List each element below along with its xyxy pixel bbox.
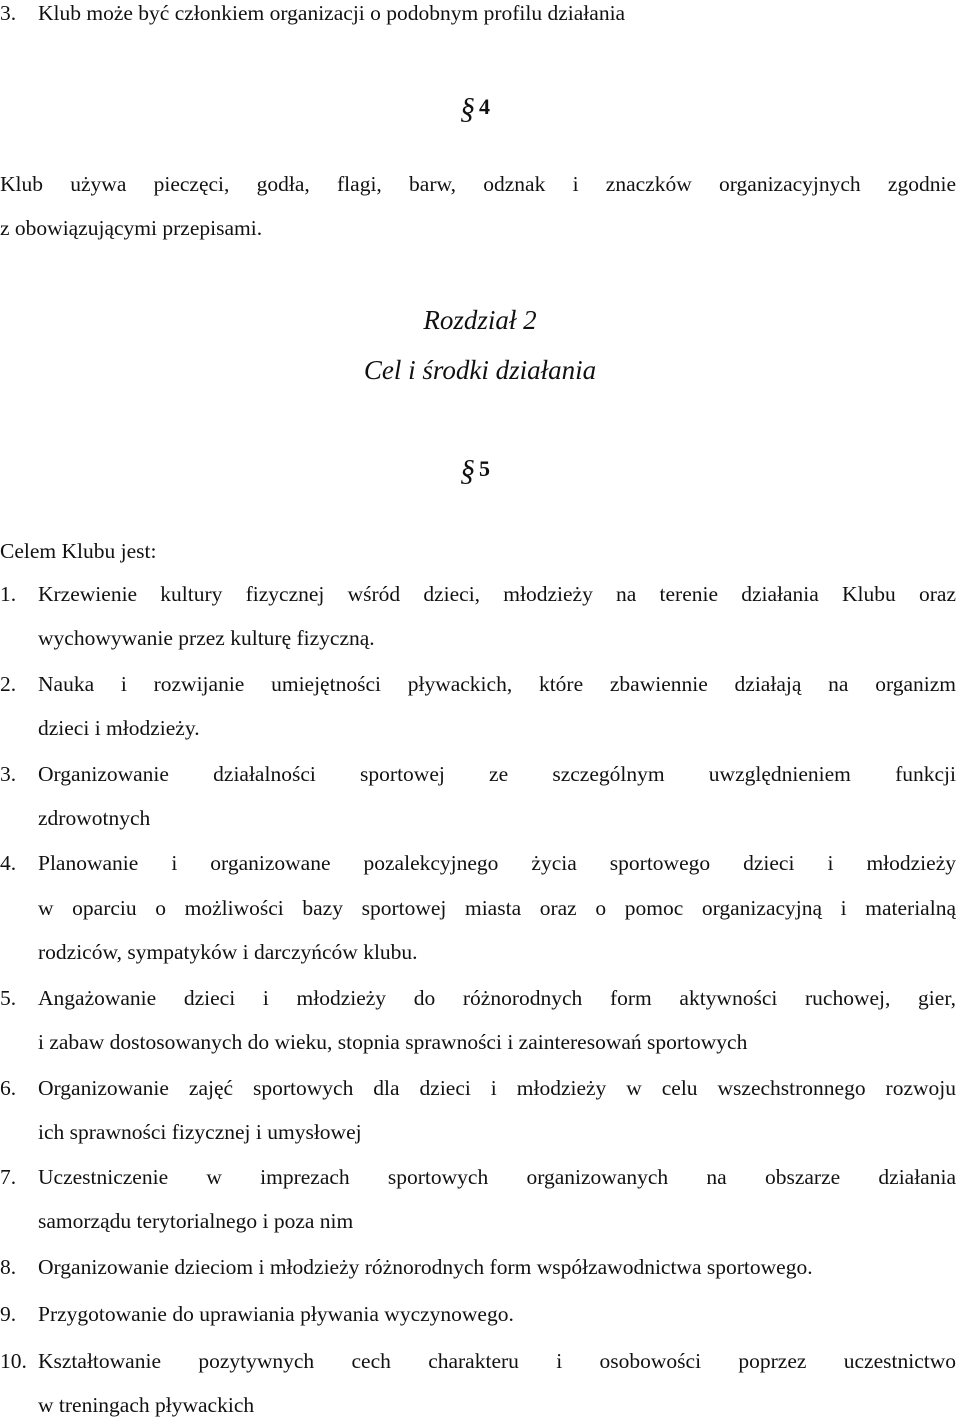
list-item-line: Krzewienie kultury fizycznej wśród dzieci, młodzieży na terenie działania Klubu oraz xyxy=(38,584,956,606)
list-item-line: dzieci i młodzieży. xyxy=(38,716,200,740)
list-item-number: 10. xyxy=(0,1349,27,1373)
list-item-number: 6. xyxy=(0,1076,17,1100)
list-item-line: i zabaw dostosowanych do wieku, stopnia sprawności i zainteresowań sportowych xyxy=(38,1030,748,1054)
chapter-subtitle: Cel i środki działania xyxy=(363,355,597,385)
section-sign-icon: § xyxy=(460,454,475,487)
list-item-number: 3. xyxy=(0,762,17,786)
list-item-line: Organizowanie działalności sportowej ze szczególnym uwzględnieniem funkcji xyxy=(38,764,956,786)
list-item-line: Planowanie i organizowane pozalekcyjnego życia sportowego dzieci i młodzieży xyxy=(38,853,956,875)
list-item-line: wychowywanie przez kulturę fizyczną. xyxy=(38,626,375,650)
top-item-number: 3. xyxy=(0,1,17,25)
list-item-line: samorządu terytorialnego i poza nim xyxy=(38,1209,354,1233)
section-sign-icon: § xyxy=(460,92,475,125)
section-4-line-2: z obowiązującymi przepisami. xyxy=(0,216,263,240)
section-5-heading xyxy=(460,452,490,487)
list-item-line: Organizowanie dzieciom i młodzieży różnorodnych form współzawodnictwa sportowego. xyxy=(38,1255,813,1279)
list-item-line: ich sprawności fizycznej i umysłowej xyxy=(38,1120,362,1144)
list-item-line: Organizowanie zajęć sportowych dla dzieci i młodzieży w celu wszechstronnego rozwoju xyxy=(38,1078,956,1100)
list-item-line: w treningach pływackich xyxy=(38,1393,255,1417)
list-item-line: Nauka i rozwijanie umiejętności pływackich, które zbawiennie działają na organizm xyxy=(38,674,956,696)
list-item-line: Kształtowanie pozytywnych cech charakteru i osobowości poprzez uczestnictwo xyxy=(38,1351,956,1373)
list-item-number: 8. xyxy=(0,1255,17,1279)
section-5-intro: Celem Klubu jest: xyxy=(0,539,157,563)
section-4-heading xyxy=(460,90,490,125)
section-4-line-1: Klub używa pieczęci, godła, flagi, barw, odznak i znaczków organizacyjnych zgodnie xyxy=(0,174,956,196)
section-4-number: 4 xyxy=(479,94,490,119)
list-item-number: 7. xyxy=(0,1165,17,1189)
list-item-number: 9. xyxy=(0,1302,17,1326)
list-item-number: 4. xyxy=(0,851,17,875)
list-item-line: Przygotowanie do uprawiania pływania wyczynowego. xyxy=(38,1302,514,1326)
list-item-number: 2. xyxy=(0,672,17,696)
top-item-text: Klub może być członkiem organizacji o podobnym profilu działania xyxy=(38,1,626,25)
list-item-number: 5. xyxy=(0,986,17,1010)
list-item-line: Angażowanie dzieci i młodzieży do różnorodnych form aktywności ruchowej, gier, xyxy=(38,988,956,1010)
section-5-number: 5 xyxy=(479,456,490,481)
list-item-line: w oparciu o możliwości bazy sportowej miasta oraz o pomoc organizacyjną i materialną xyxy=(38,898,956,920)
list-item-number: 1. xyxy=(0,582,17,606)
list-item-line: zdrowotnych xyxy=(38,806,151,830)
list-item-line: Uczestniczenie w imprezach sportowych organizowanych na obszarze działania xyxy=(38,1167,956,1189)
list-item-line: rodziców, sympatyków i darczyńców klubu. xyxy=(38,940,418,964)
chapter-title: Rozdział 2 xyxy=(423,305,537,335)
